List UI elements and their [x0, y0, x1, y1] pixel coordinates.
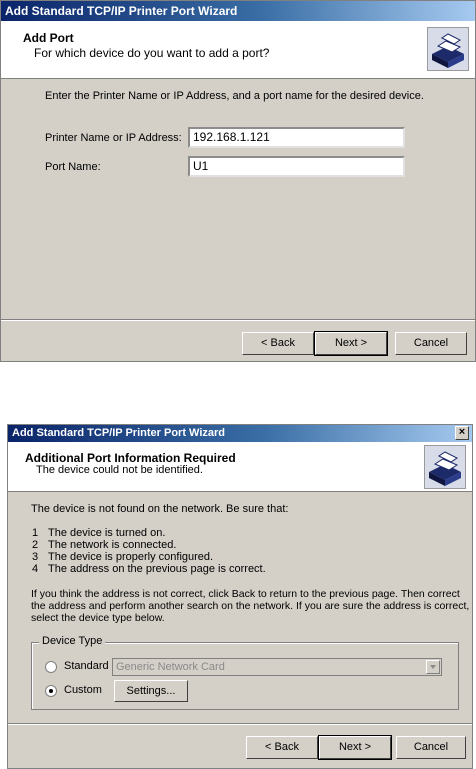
chevron-down-icon[interactable] [426, 660, 440, 674]
custom-label[interactable]: Custom [64, 684, 102, 696]
page-subtitle: The device could not be identified. [36, 464, 203, 476]
window-title: Add Standard TCP/IP Printer Port Wizard [5, 4, 238, 18]
instruction-line: If you think the address is not correct, click Back to return to the previous page. Then correct [31, 588, 460, 600]
instruction-line: the address and perform another search on the network. If you are sure the address is correct, [31, 600, 470, 612]
additional-info-dialog [7, 424, 473, 769]
device-type-select-value: Generic Network Card [116, 661, 225, 673]
page-title: Add Port [23, 31, 74, 45]
wizard-header [8, 442, 472, 492]
not-found-text: The device is not found on the network. Be sure that: [31, 503, 289, 515]
check-item: The device is turned on. [48, 527, 166, 539]
page-title: Additional Port Information Required [25, 451, 236, 465]
check-item: The device is properly configured. [48, 551, 214, 563]
standard-label[interactable]: Standard [64, 660, 109, 672]
next-button[interactable]: Next > [319, 736, 391, 759]
add-port-dialog [0, 0, 476, 362]
title-bar[interactable] [1, 1, 475, 21]
close-icon[interactable]: × [455, 426, 469, 440]
cancel-button[interactable]: Cancel [395, 332, 467, 355]
instruction-line: select the device type below. [31, 612, 165, 624]
device-type-group [31, 635, 459, 710]
custom-radio[interactable] [45, 685, 57, 697]
back-button[interactable]: < Back [246, 736, 318, 759]
check-num: 4 [32, 563, 39, 575]
title-bar[interactable] [8, 425, 472, 442]
back-button[interactable]: < Back [242, 332, 314, 355]
port-name-label: Port Name: [45, 161, 101, 173]
printer-name-label: Printer Name or IP Address: [45, 132, 182, 144]
printer-wizard-icon [424, 445, 466, 489]
page-subtitle: For which device do you want to add a port? [34, 46, 270, 60]
standard-radio[interactable] [45, 661, 57, 673]
separator [1, 319, 475, 321]
check-item: The network is connected. [48, 539, 177, 551]
printer-wizard-icon [427, 27, 469, 71]
check-num: 2 [32, 539, 39, 551]
instruction-text: Enter the Printer Name or IP Address, and a port name for the desired device. [45, 90, 424, 102]
check-item: The address on the previous page is correct. [48, 563, 266, 575]
wizard-header [1, 21, 475, 79]
port-name-input[interactable]: U1 [188, 156, 405, 177]
settings-button[interactable]: Settings... [114, 680, 188, 702]
check-num: 1 [32, 527, 39, 539]
separator [8, 723, 472, 725]
device-type-label: Device Type [39, 635, 105, 647]
window-title: Add Standard TCP/IP Printer Port Wizard [12, 427, 226, 439]
cancel-button[interactable]: Cancel [396, 736, 466, 759]
device-type-select[interactable] [112, 658, 442, 676]
check-num: 3 [32, 551, 39, 563]
printer-name-input[interactable]: 192.168.1.121 [188, 127, 405, 148]
next-button[interactable]: Next > [315, 332, 387, 355]
